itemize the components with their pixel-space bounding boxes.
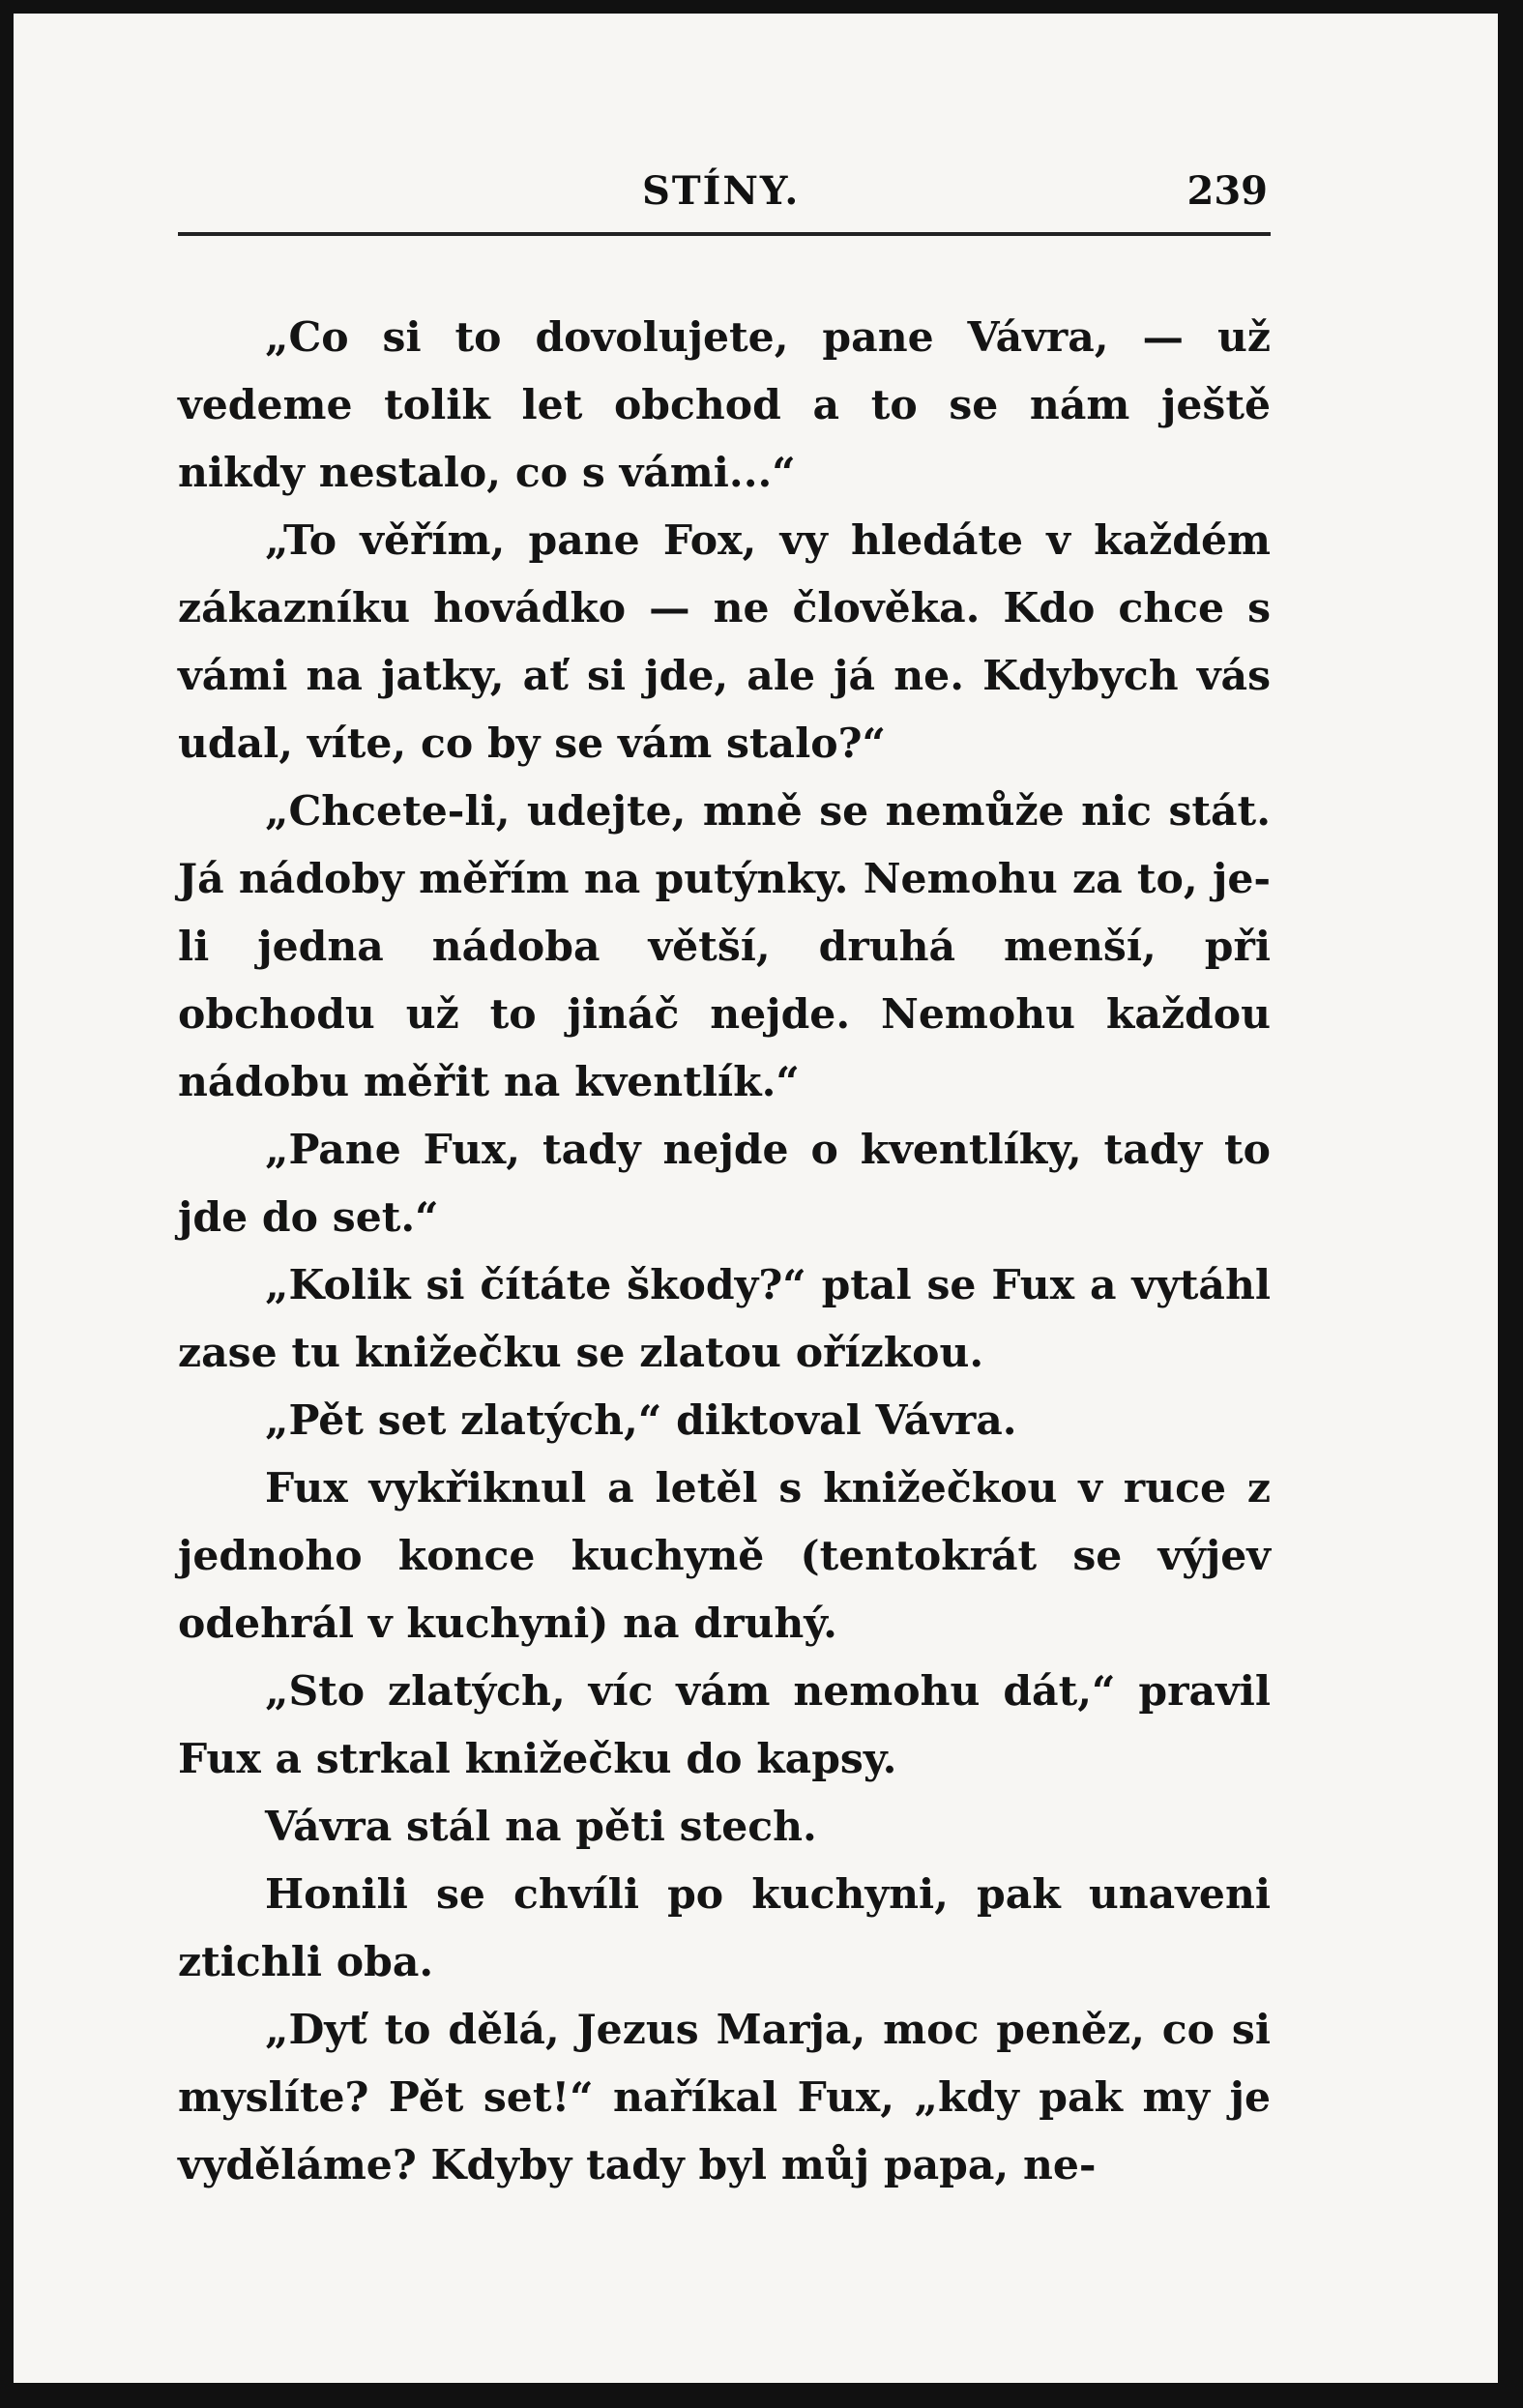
paragraph: Vávra stál na pěti stech. — [265, 1803, 817, 1851]
paragraph: „Dyť to dělá, Jezus Marja, moc peněz, co si myslíte? Pět set!“ naříkal Fux, „kdy pak my je vyděláme? Kdyby tady byl můj papa, ne- — [178, 2006, 1271, 2189]
paragraph: „Sto zlatých, víc vám nemohu dát,“ pravil Fux a strkal knižečku do kapsy. — [178, 1667, 1271, 1783]
book-page — [14, 14, 1498, 2383]
paragraph: „Chcete-li, udejte, mně se nemůže nic stát. Já nádoby měřím na putýnky. Nemohu za to, je-li jedna nádoba větší, druhá menší, při obchodu už to jináč nejde. Nemohu každou nádobu měřit na kventlík.“ — [178, 787, 1271, 1106]
paragraph: „Kolik si čítáte škody?“ ptal se Fux a vytáhl zase tu knižečku se zlatou ořízkou. — [178, 1261, 1271, 1377]
paragraph: „Pět set zlatých,“ diktoval Vávra. — [265, 1396, 1017, 1445]
paragraph: Honili se chvíli po kuchyni, pak unaveni ztichli oba. — [178, 1870, 1271, 1986]
paragraph: „Pane Fux, tady nejde o kventlíky, tady to jde do set.“ — [178, 1126, 1271, 1242]
page-number: 239 — [1186, 168, 1268, 214]
paragraph: „To věřím, pane Fox, vy hledáte v každém zákazníku hovádko — ne člověka. Kdo chce s vámi na jatky, ať si jde, ale já ne. Kdybych vás udal, víte, co by se vám stalo?“ — [178, 516, 1271, 768]
paragraph: „Co si to dovolujete, pane Vávra, — už vedeme tolik let obchod a to se nám ještě nikdy nestalo, co s vámi...“ — [178, 313, 1271, 497]
body-text — [178, 304, 1271, 2199]
running-head-title: STÍNY. — [642, 168, 801, 214]
paragraph: Fux vykřiknul a letěl s knižečkou v ruce z jednoho konce kuchyně (tentokrát se výjev odehrál v kuchyni) na druhý. — [178, 1464, 1271, 1648]
running-head — [14, 168, 1498, 230]
header-rule — [178, 232, 1271, 236]
